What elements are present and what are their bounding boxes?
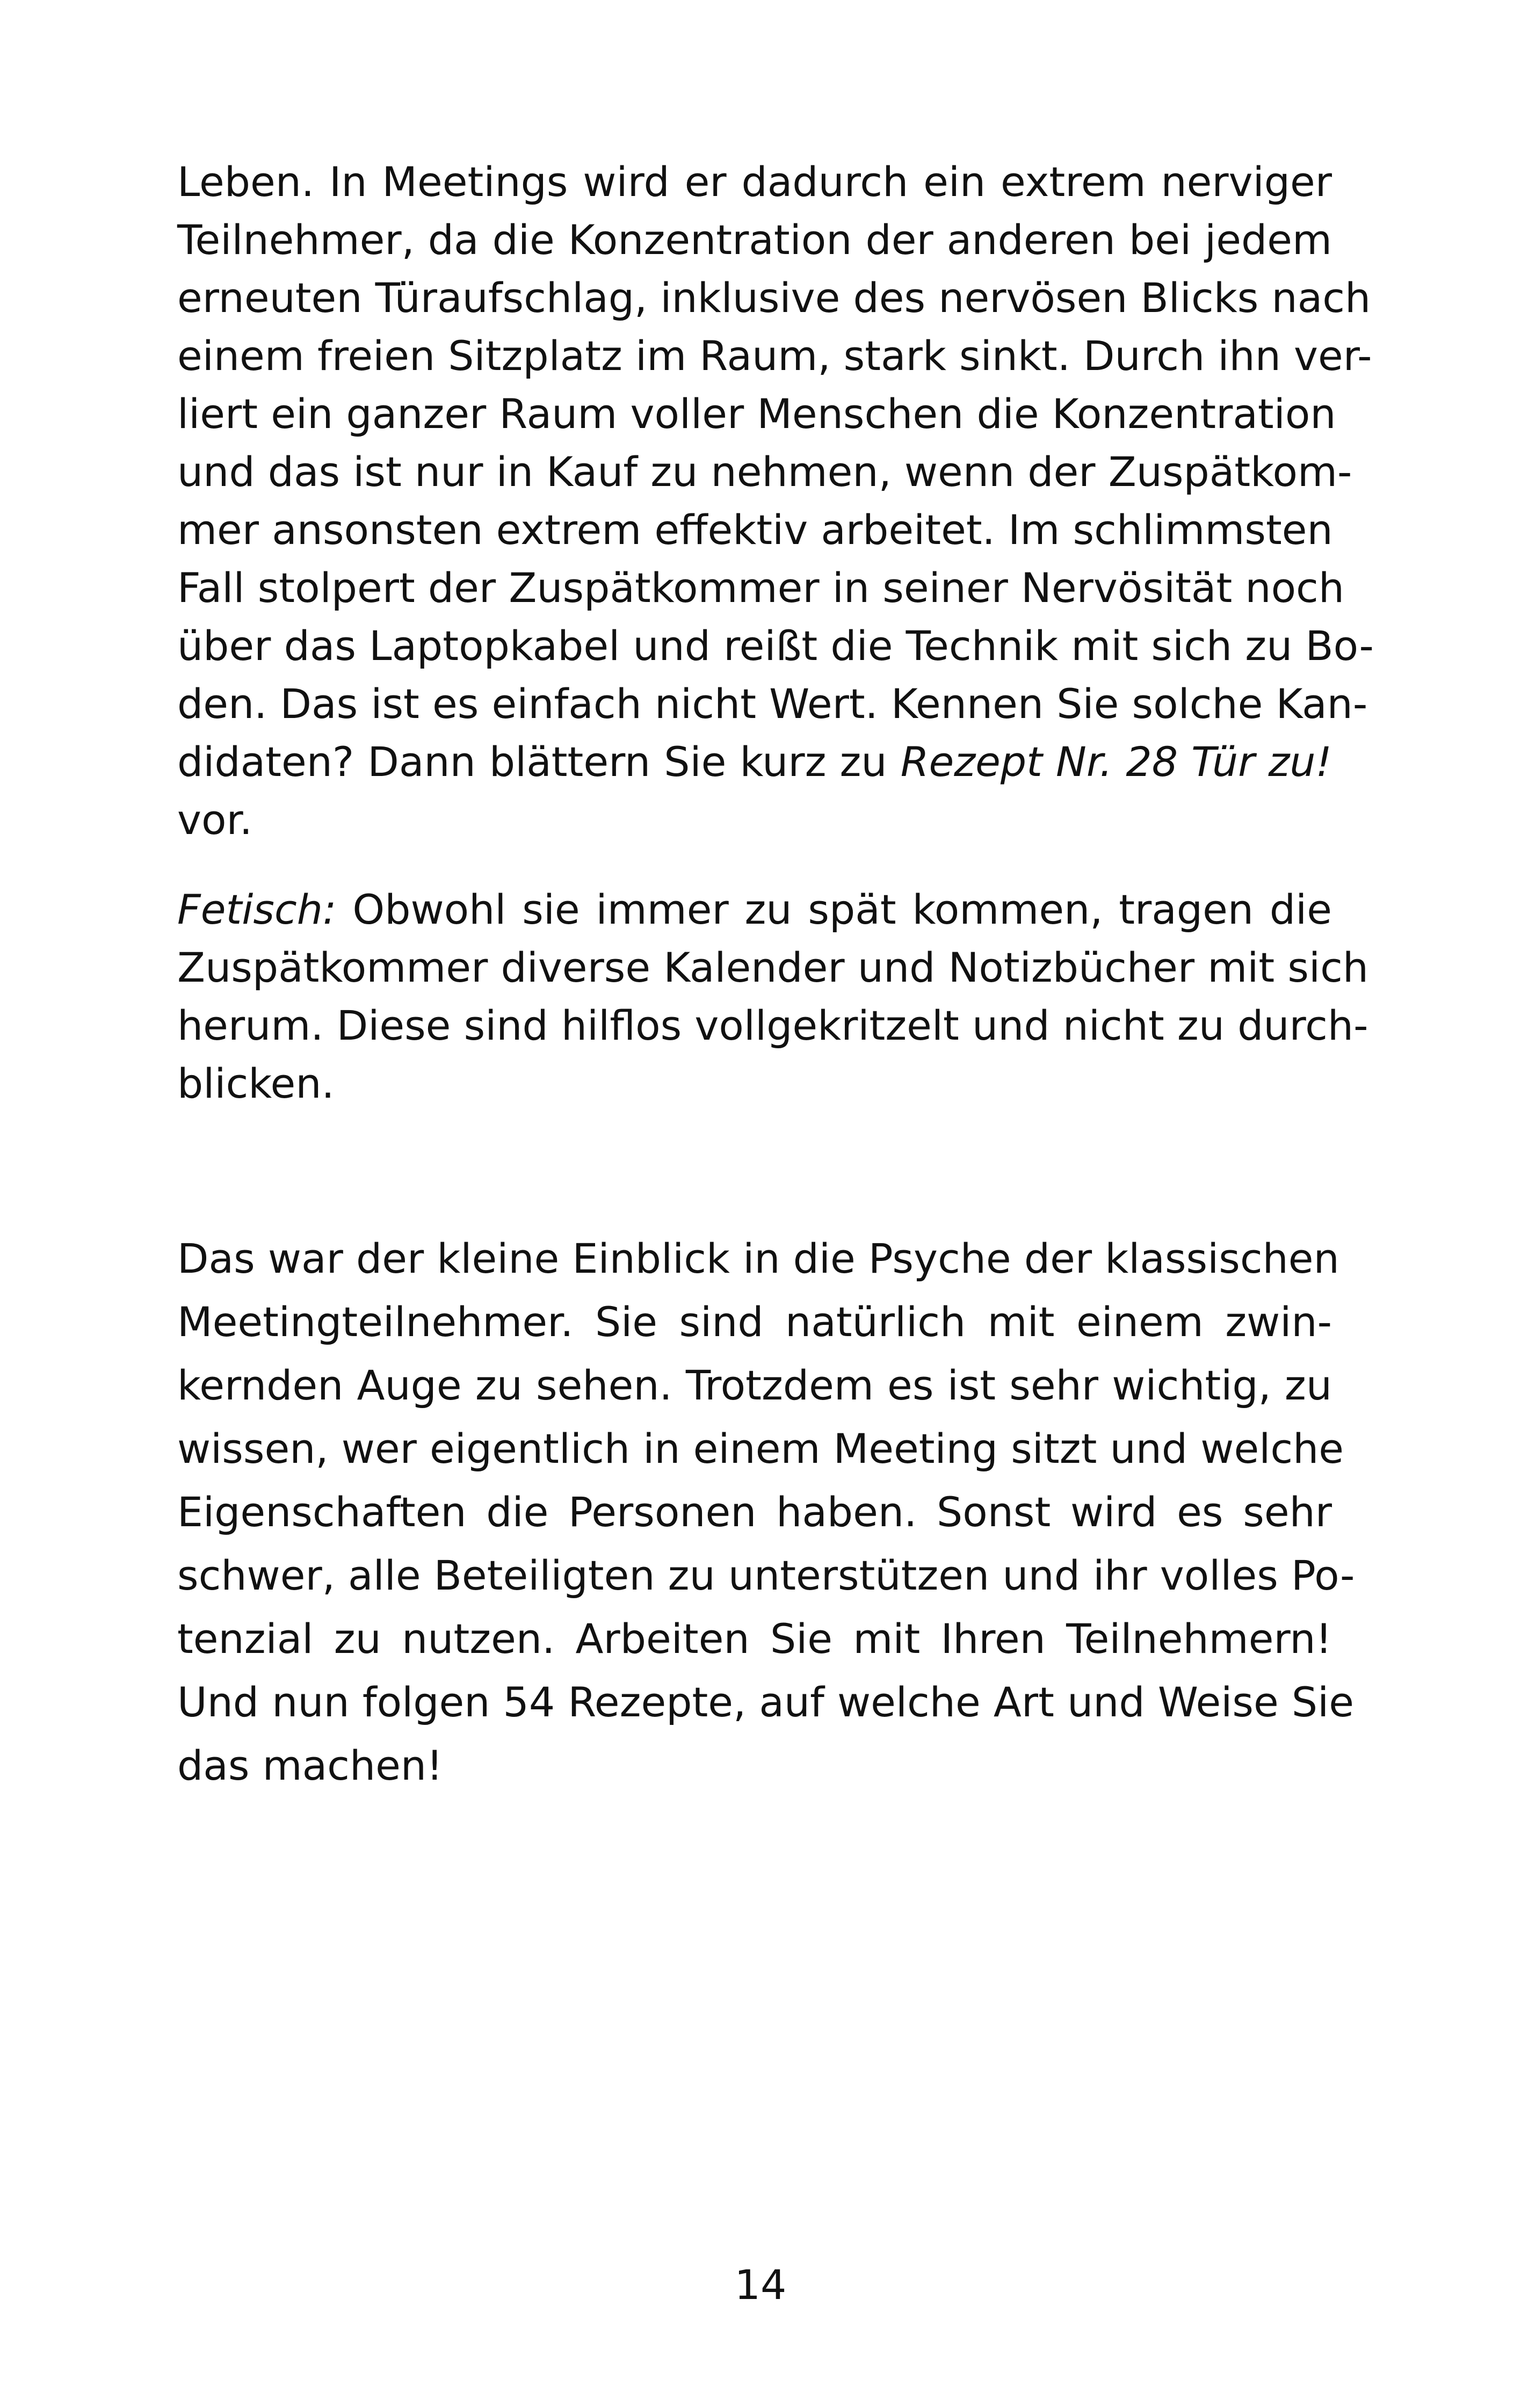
text-line: Fall stolpert der Zuspätkommer in seiner Nervösität noch [177,564,1345,612]
text-line: einem freien Sitzplatz im Raum, stark sinkt. Durch ihn ver- [177,332,1372,380]
paragraph-conclusion [177,1227,1355,1797]
text-line: Meetingteilnehmer. Sie sind natürlich mit einem zwin- [177,1298,1332,1346]
text-line: erneuten Türaufschlag, inklusive des nervösen Blicks nach [177,274,1371,322]
text-segment: didaten? Dann blättern Sie kurz zu [177,738,901,786]
text-line: herum. Diese sind hilflos vollgekritzelt und nicht zu durch- [177,1002,1368,1049]
text-line: über das Laptopkabel und reißt die Technik mit sich zu Bo- [177,622,1374,670]
text-line: Leben. In Meetings wird er dadurch ein extrem nerviger [177,158,1332,206]
page-number: 14 [734,2261,787,2309]
text-line: das machen! [177,1742,443,1789]
text-line: wissen, wer eigentlich in einem Meeting sitzt und welche [177,1425,1344,1473]
recipe-reference: Rezept Nr. 28 Tür zu! [900,738,1332,786]
text-line: Das war der kleine Einblick in die Psyche der klassischen [177,1235,1339,1282]
text-line: blicken. [177,1060,335,1107]
text-line: schwer, alle Beteiligten zu unterstützen und ihr volles Po- [177,1551,1355,1599]
text-line-with-recipe-reference [177,733,1332,791]
text-line: liert ein ganzer Raum voller Menschen die Konzentration [177,390,1336,438]
text-line: mer ansonsten extrem effektiv arbeitet. Im schlimmsten [177,506,1333,554]
text-line: Teilnehmer, da die Konzentration der anderen bei jedem [177,216,1332,264]
text-line: Eigenschaften die Personen haben. Sonst wird es sehr [177,1488,1332,1536]
text-line-with-label [177,881,1332,939]
text-line: den. Das ist es einfach nicht Wert. Kennen Sie solche Kan- [177,680,1368,728]
paragraph-latecomer-description [177,153,1374,849]
text-line: vor. [177,796,252,844]
text-line: Und nun folgen 54 Rezepte, auf welche Art und Weise Sie [177,1678,1355,1726]
text-segment: Obwohl sie immer zu spät kommen, tragen die [336,886,1332,933]
fetish-label: Fetisch: [177,886,337,933]
text-line: kernden Auge zu sehen. Trotzdem es ist sehr wichtig, zu [177,1361,1332,1409]
text-line: tenzial zu nutzen. Arbeiten Sie mit Ihren Teilnehmern! [177,1615,1332,1663]
paragraph-fetish [177,881,1369,1113]
text-line: Zuspätkommer diverse Kalender und Notizbücher mit sich [177,944,1369,991]
text-line: und das ist nur in Kauf zu nehmen, wenn der Zuspätkom- [177,448,1352,496]
